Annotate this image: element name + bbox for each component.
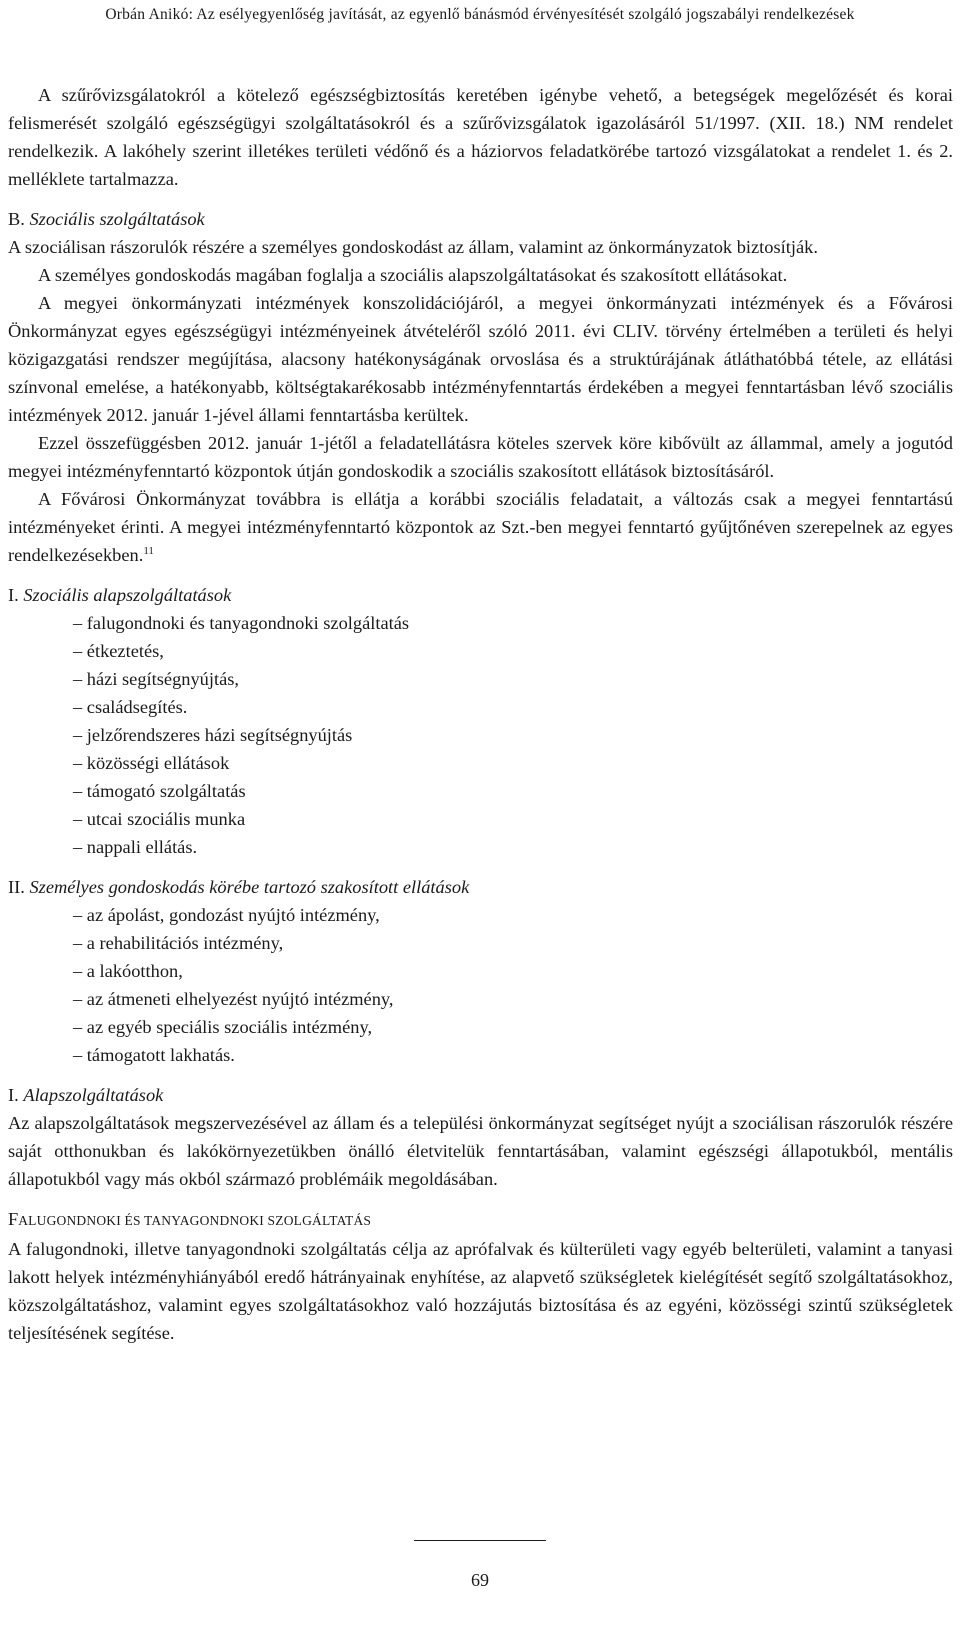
page-number: 69 — [471, 1570, 489, 1590]
section-szak-label: II. — [8, 877, 25, 897]
list-item: – az ápolást, gondozást nyújtó intézmény, — [73, 905, 380, 925]
section-b-paragraph-4: Ezzel összefüggésben 2012. január 1-jétől a feladatellátásra köteles szervek köre kibővült az állammal, amely a jogutód megyei intézményfenntartó központok útján gondoskodik a szociális szakosított ellátások biztosításáról. — [8, 433, 953, 481]
section-alap-list — [8, 609, 953, 861]
footnote-reference: 11 — [143, 545, 154, 557]
list-item: – házi segítségnyújtás, — [73, 669, 239, 689]
section-alapszolg-title: Alapszolgáltatások — [23, 1085, 164, 1105]
footer-rule — [414, 1540, 546, 1541]
section-b-paragraph-2: A személyes gondoskodás magában foglalja a szociális alapszolgáltatásokat és szakosított ellátásokat. — [38, 265, 788, 285]
list-item: – családsegítés. — [73, 697, 188, 717]
section-alap-label: I. — [8, 585, 19, 605]
intro-paragraph: A szűrővizsgálatokról a kötelező egészségbiztosítás keretében igénybe vehető, a betegségek megelőzését és korai felismerését szolgáló egészségügyi szolgáltatásokról és a szűrővizsgálatok igazolásáról 51/1997. (XII. 18.) NM rendelet rendelkezik. A lakóhely szerint illetékes területi védőnő és a háziorvos feladatkörébe tartozó vizsgálatokat a rendelet 1. és 2. melléklete tartalmazza. — [8, 85, 953, 189]
spacer — [8, 193, 953, 205]
section-alapszolg-heading — [8, 1081, 953, 1109]
page-body — [8, 81, 953, 1347]
section-alap-title: Szociális alapszolgáltatások — [23, 585, 232, 605]
section-alapszolg-label: I. — [8, 1085, 19, 1105]
section-b-heading — [8, 205, 953, 233]
section-szak-title: Személyes gondoskodás körébe tartozó szakosított ellátások — [29, 877, 470, 897]
section-b-label: B. — [8, 209, 25, 229]
list-item: – az egyéb speciális szociális intézmény, — [73, 1017, 373, 1037]
section-alap-heading — [8, 581, 953, 609]
section-falu-title-rest: ALUGONDNOKI ÉS TANYAGONDNOKI SZOLGÁLTATÁS — [18, 1213, 372, 1228]
list-item: – az átmeneti elhelyezést nyújtó intézmény, — [73, 989, 394, 1009]
section-b-paragraph-1: A szociálisan rászorulók részére a személyes gondoskodást az állam, valamint az önkormányzatok biztosítják. — [8, 237, 818, 257]
section-b-paragraph-5 — [8, 485, 953, 569]
section-alapszolg-paragraph: Az alapszolgáltatások megszervezésével az állam és a települési önkormányzat segítséget nyújt a szociálisan rászorulók részére saját otthonukban és lakókörnyezetükben önálló életvitelük fenntartásában, valamint egészségi állapotukból, mentális állapotukból vagy más okból származó problémáik megoldásában. — [8, 1113, 953, 1189]
section-szak-list — [8, 901, 953, 1069]
section-b-paragraph-5-text: A Fővárosi Önkormányzat továbbra is ellátja a korábbi szociális feladatait, a változás csak a megyei fenntartású intézményeket érinti. A megyei intézményfenntartó központok az Szt.-ben megyei fenntartó gyűjtőnéven szerepelnek az egyes rendelkezésekben. — [8, 489, 953, 565]
section-falu-paragraph: A falugondnoki, illetve tanyagondnoki szolgáltatás célja az aprófalvak és külterületi vagy egyéb belterületi, valamint a tanyasi lakott helyek intézményhiányából eredő hátrányainak enyhítése, az alapvető szükségletek kielégítését segítő szolgáltatásokhoz, közszolgáltatáshoz, valamint egyes szolgáltatásokhoz való hozzájutás biztosítása és az egyéni, közösségi szintű szükségletek teljesítésének segítése. — [8, 1239, 953, 1343]
list-item: – a rehabilitációs intézmény, — [73, 933, 284, 953]
section-b-title: Szociális szolgáltatások — [29, 209, 205, 229]
spacer — [8, 1069, 953, 1081]
section-falu-title-initial: F — [8, 1209, 19, 1229]
spacer — [8, 861, 953, 873]
list-item: – támogatott lakhatás. — [73, 1045, 235, 1065]
list-item: – falugondnoki és tanyagondnoki szolgáltatás — [73, 613, 410, 633]
list-item: – étkeztetés, — [73, 641, 164, 661]
list-item: – a lakóotthon, — [73, 961, 183, 981]
running-header: Orbán Anikó: Az esélyegyenlőség javítását, az egyenlő bánásmód érvényesítését szolgáló jogszabályi rendelkezések — [105, 6, 855, 23]
spacer — [8, 569, 953, 581]
list-item: – közösségi ellátások — [73, 753, 230, 773]
list-item: – jelzőrendszeres házi segítségnyújtás — [73, 725, 353, 745]
section-falu-heading — [8, 1205, 953, 1235]
list-item: – nappali ellátás. — [73, 837, 198, 857]
spacer — [8, 1193, 953, 1205]
section-szak-heading — [8, 873, 953, 901]
section-b-paragraph-3: A megyei önkormányzati intézmények konszolidációjáról, a megyei önkormányzati intézmények és a Fővárosi Önkormányzat egyes egészségügyi intézményeinek átvételéről szóló 2011. évi CLIV. törvény értelmében a területi és helyi közigazgatási rendszer megújítása, alacsony hatékonyságának orvoslása és a struktúrájának átláthatóbbá tétele, az ellátási színvonal emelése, a hatékonyabb, költségtakarékosabb intézményfenntartás érdekében a megyei fenntartásban lévő szociális intézmények 2012. január 1-jével állami fenntartásba kerültek. — [8, 293, 953, 425]
list-item: – utcai szociális munka — [73, 809, 246, 829]
list-item: – támogató szolgáltatás — [73, 781, 246, 801]
